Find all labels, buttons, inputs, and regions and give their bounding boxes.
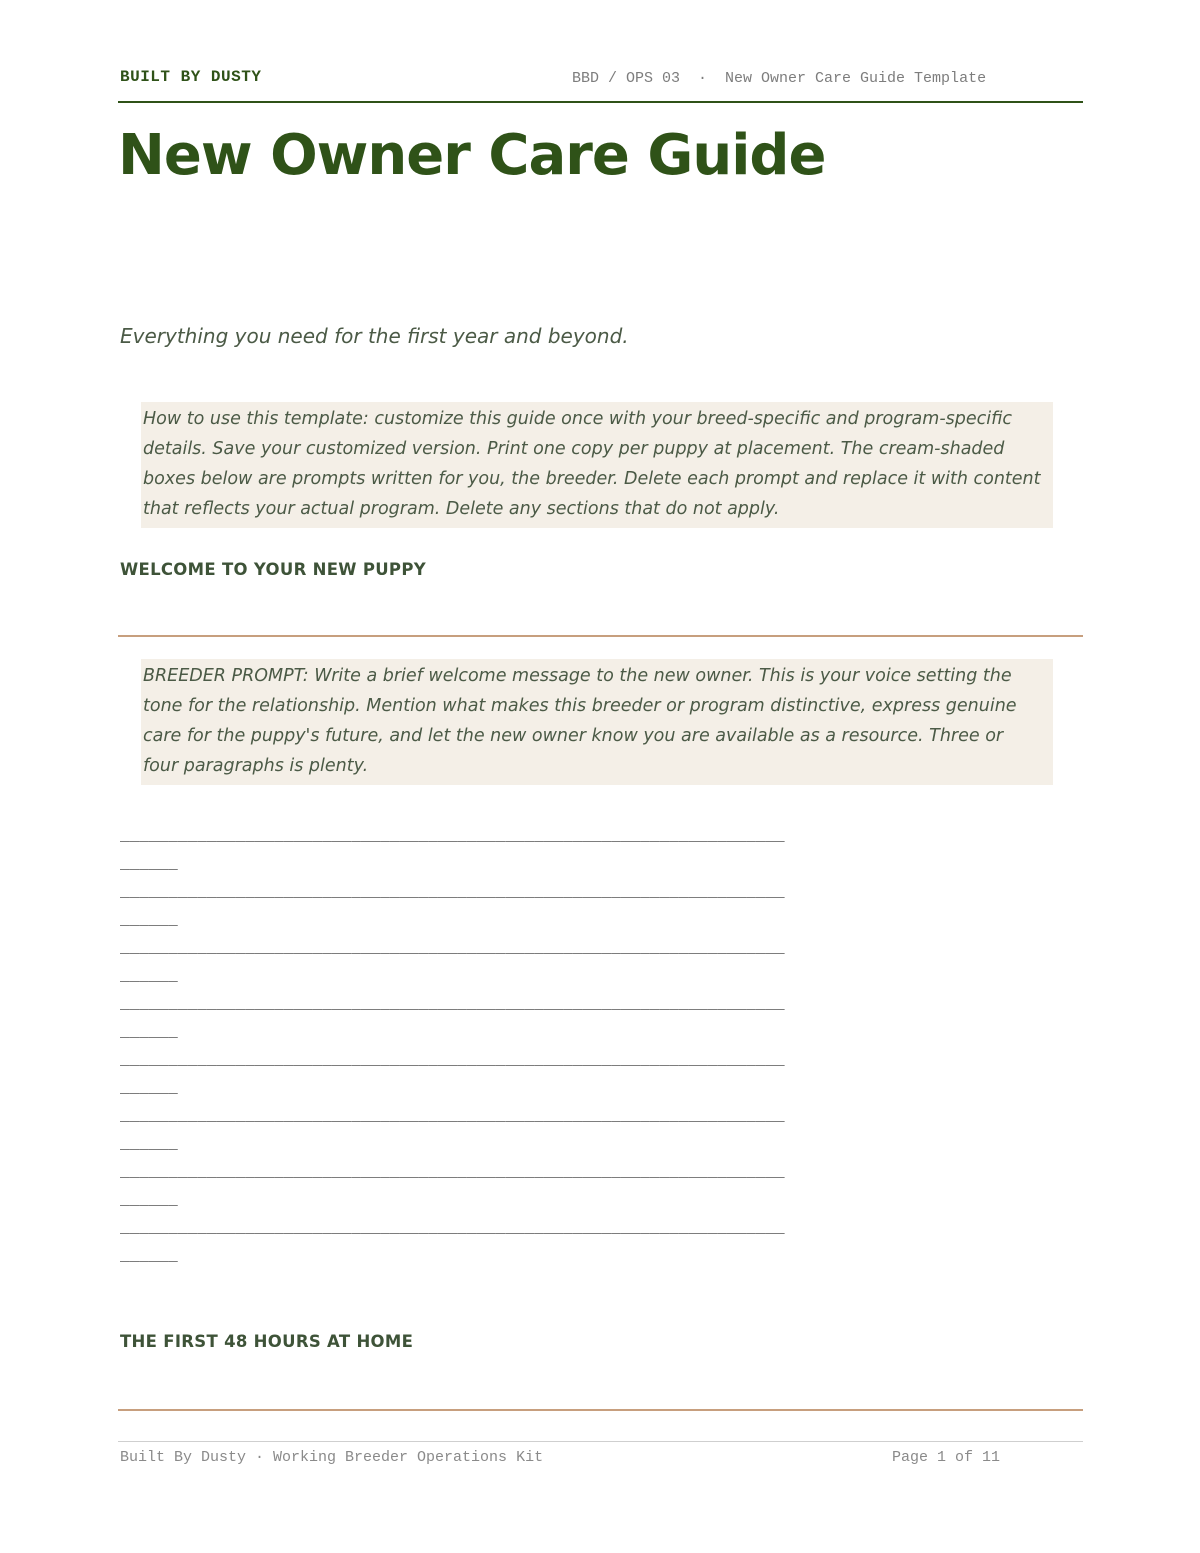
page-title: New Owner Care Guide <box>118 123 826 188</box>
writing-line[interactable]: _____________________________________________________________________ ______ <box>120 1159 785 1206</box>
page-subtitle: Everything you need for the first year and beyond. <box>120 324 629 348</box>
section-heading-welcome: WELCOME TO YOUR NEW PUPPY <box>120 560 426 579</box>
instructions-box: How to use this template: customize this guide once with your breed-specific and program-specific details. Save your customized version. Print one copy per puppy at placement. The cream-shaded boxes below are prompts written for you, the breeder. Delete each prompt and replace it with content that reflects your actual program. Delete any sections that do not apply. <box>141 402 1053 528</box>
writing-line[interactable]: _____________________________________________________________________ ______ <box>120 935 785 982</box>
footer-kit-name: Built By Dusty · Working Breeder Operations Kit <box>120 1449 544 1466</box>
writing-lines <box>120 819 785 1267</box>
section-divider <box>118 635 1083 637</box>
writing-line[interactable]: _____________________________________________________________________ ______ <box>120 1047 785 1094</box>
writing-line[interactable]: _____________________________________________________________________ ______ <box>120 823 785 870</box>
section-divider <box>118 1409 1083 1411</box>
footer-divider <box>118 1441 1083 1442</box>
breeder-prompt-box: BREEDER PROMPT: Write a brief welcome message to the new owner. This is your voice setting the tone for the relationship. Mention what makes this breeder or program distinctive, express genuine care for the puppy's future, and let the new owner know you are available as a resource. Three or four paragraphs is plenty. <box>141 659 1053 785</box>
section-heading-first-48-hours: THE FIRST 48 HOURS AT HOME <box>120 1332 414 1351</box>
writing-line[interactable]: _____________________________________________________________________ ______ <box>120 991 785 1038</box>
brand-name: BUILT BY DUSTY <box>120 68 262 86</box>
writing-line[interactable]: _____________________________________________________________________ ______ <box>120 1215 785 1262</box>
document-code: BBD / OPS 03 · New Owner Care Guide Template <box>572 70 987 87</box>
page-number: Page 1 of 11 <box>892 1449 1001 1466</box>
writing-line[interactable]: _____________________________________________________________________ ______ <box>120 1103 785 1150</box>
writing-line[interactable]: _____________________________________________________________________ ______ <box>120 879 785 926</box>
header-divider <box>118 101 1083 103</box>
